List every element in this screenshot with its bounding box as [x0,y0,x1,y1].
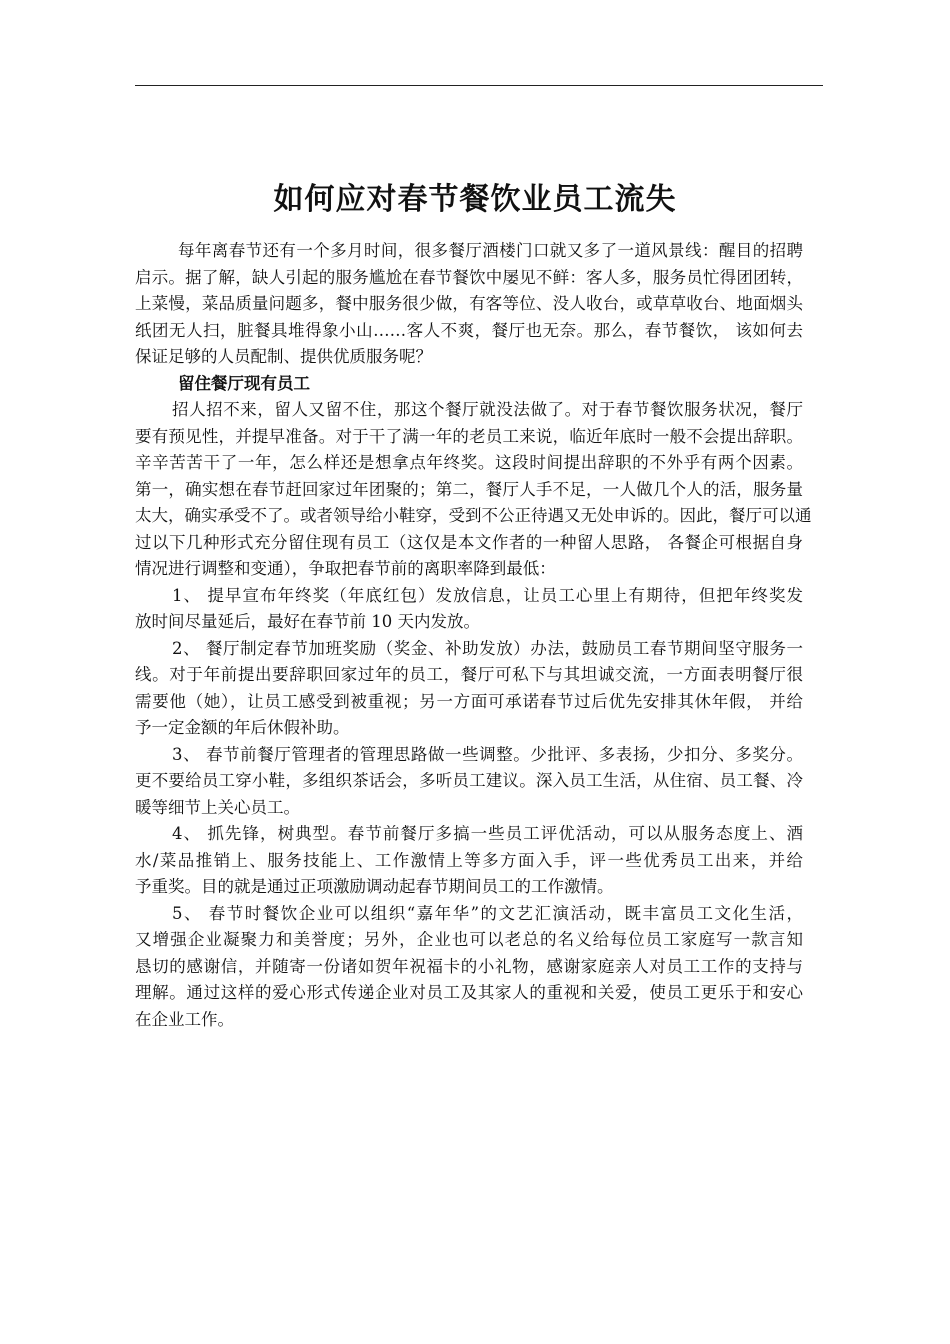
text-line: 水/菜品推销上、服务技能上、工作激情上等多方面入手，评一些优秀员工出来，并给 [135,850,803,870]
text-line: 在企业工作。 [135,1009,234,1029]
text-line: 留住餐厅现有员工 [178,373,310,393]
text-line: 招人招不来，留人又留不住，那这个餐厅就没法做了。对于春节餐饮服务状况，餐厅 [172,400,803,419]
document-title: 如何应对春节餐饮业员工流失 [273,182,677,217]
text-line: 5、 春节时餐饮企业可以组织“嘉年华”的文艺汇演活动，既丰富员工文化生活， [172,903,803,923]
text-line: 辛辛苦苦干了一年，怎么样还是想拿点年终奖。这段时间提出辞职的不外乎有两个因素。 [135,453,803,472]
paragraph [135,821,803,901]
text-line: 放时间尽量延后，最好在春节前 10 天内发放。 [135,612,480,631]
paragraph [135,583,803,636]
paragraph [135,636,803,742]
text-line: 情况进行调整和变通），争取把春节前的离职率降到最低： [135,559,556,578]
text-line: 4、 抓先锋，树典型。春节前餐厅多搞一些员工评优活动，可以从服务态度上、酒 [172,824,803,843]
text-line: 纸团无人扫，脏餐具堆得象小山……客人不爽，餐厅也无奈。那么，春节餐饮， 该如何去 [135,320,803,340]
document-body [135,238,812,1033]
text-line: 线。对于年前提出要辞职回家过年的员工，餐厅可私下与其坦诚交流，一方面表明餐厅很 [135,665,803,684]
paragraph [135,238,803,371]
text-line: 2、 餐厅制定春节加班奖励（奖金、补助发放）办法，鼓励员工春节期间坚守服务一 [172,638,803,658]
section-heading [135,371,803,398]
text-line: 启示。据了解，缺人引起的服务尴尬在春节餐饮中屡见不鲜：客人多，服务员忙得团团转， [135,267,803,287]
text-line: 予一定金额的年后休假补助。 [135,718,350,737]
text-line: 恳切的感谢信，并随寄一份诸如贺年祝福卡的小礼物，感谢家庭亲人对员工工作的支持与 [135,956,803,976]
paragraph [135,901,803,1034]
text-line: 1、 提早宣布年终奖（年底红包）发放信息，让员工心里上有期待，但把年终奖发 [172,585,803,605]
text-line: 更不要给员工穿小鞋，多组织茶话会，多听员工建议。深入员工生活，从住宿、员工餐、冷 [135,771,803,790]
text-line: 理解。通过这样的爱心形式传递企业对员工及其家人的重视和关爱，使员工更乐于和安心 [135,983,803,1002]
text-line: 第一，确实想在春节赶回家过年团聚的；第二，餐厅人手不足，一人做几个人的活，服务量 [135,479,803,499]
text-line: 需要他（她），让员工感受到被重视；另一方面可承诺春节过后优先安排其休年假， 并给 [135,691,803,711]
text-line: 过以下几种形式充分留住现有员工（这仅是本文作者的一种留人思路， 各餐企可根据自身 [135,532,803,552]
text-line: 又增强企业凝聚力和美誉度；另外，企业也可以老总的名义给每位员工家庭写一款言知 [135,930,803,949]
text-line: 太大，确实承受不了。或者领导给小鞋穿，受到不公正待遇又无处申诉的。因此，餐厅可以通 [135,506,812,525]
header-rule [135,85,823,86]
paragraph [135,397,812,583]
text-line: 暖等细节上关心员工。 [135,797,300,817]
text-line: 上菜慢，菜品质量问题多，餐中服务很少做，有客等位、没人收台，或草草收台、地面烟头 [135,294,803,313]
text-line: 予重奖。目的就是通过正项激励调动起春节期间员工的工作激情。 [135,877,614,896]
text-line: 每年离春节还有一个多月时间，很多餐厅酒楼门口就又多了一道风景线：醒目的招聘 [178,241,803,260]
text-line: 保证足够的人员配制、提供优质服务呢？ [135,347,432,366]
text-line: 3、 春节前餐厅管理者的管理思路做一些调整。少批评、多表扬，少扣分、多奖分。 [172,744,803,764]
paragraph [135,742,803,822]
text-line: 要有预见性，并提早准备。对于干了满一年的老员工来说，临近年底时一般不会提出辞职。 [135,426,803,446]
